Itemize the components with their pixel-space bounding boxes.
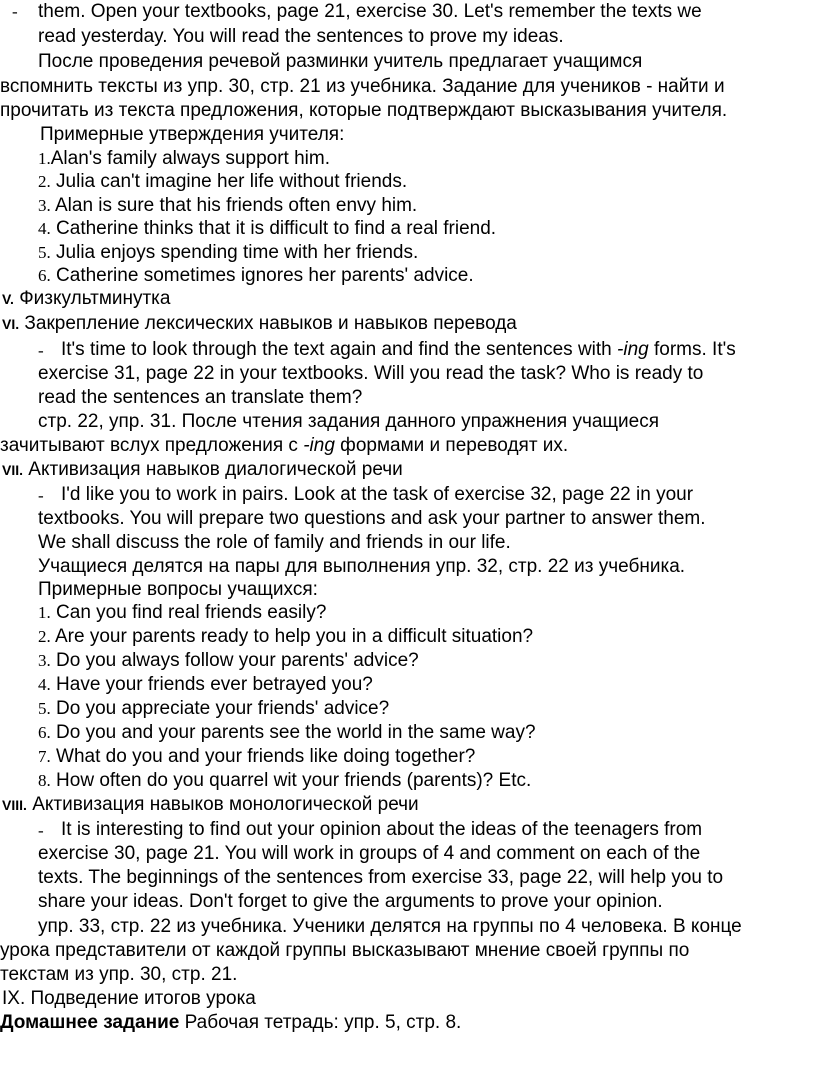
list-item (38, 721, 536, 745)
text-line: It is interesting to find out your opinion about the ideas of the teenagers from (61, 819, 703, 840)
list-number: 4. (38, 675, 51, 694)
list-item (38, 769, 531, 793)
list-number: 6. (38, 723, 51, 742)
text-line: We shall discuss the role of family and friends in our life. (38, 532, 511, 553)
section-number: V. (2, 291, 14, 307)
section-heading (2, 312, 517, 336)
list-number: 3. (38, 196, 51, 215)
ing-term: -ing (617, 339, 649, 360)
paragraph-line: вспомнить тексты из упр. 30, стр. 21 из учебника. Задание для учеников - найти и (0, 76, 725, 97)
list-number: 8. (38, 771, 51, 790)
list-number: 6. (38, 266, 51, 285)
list-number: 1. (38, 603, 51, 622)
list-item (38, 625, 533, 649)
list-text: Do you always follow your parents' advice? (56, 650, 419, 671)
section-title: Закрепление лексических навыков и навыков перевода (24, 313, 517, 334)
list-text: Have your friends ever betrayed you? (56, 674, 373, 695)
list-number: 3. (38, 651, 51, 670)
text-line: them. Open your textbooks, page 21, exercise 30. Let's remember the texts we (38, 1, 702, 22)
list-text: Julia enjoys spending time with her friends. (56, 242, 419, 263)
list-text: Catherine thinks that it is difficult to find a real friend. (56, 218, 497, 239)
list-item (38, 649, 419, 673)
text-line: exercise 31, page 22 in your textbooks. Will you read the task? Who is ready to (38, 363, 704, 384)
paragraph-line: Примерные вопросы учащихся: (38, 579, 318, 600)
section-heading: IX. Подведение итогов урока (2, 988, 256, 1009)
section-title: Физкультминутка (19, 288, 171, 309)
list-text: Are your parents ready to help you in a difficult situation? (54, 626, 534, 647)
list-item (38, 147, 330, 171)
text-line: It's time to look through the text again and find the sentences with -ing forms. It's (61, 339, 736, 360)
list-text: Julia can't imagine her life without friends. (50, 171, 408, 192)
paragraph-line: стр. 22, упр. 31. После чтения задания данного упражнения учащиеся (38, 411, 660, 432)
list-number: 5. (38, 243, 51, 262)
section-heading (2, 793, 419, 817)
list-item (38, 673, 373, 697)
list-text: Alan is sure that his friends often envy him. (50, 195, 418, 216)
text-line: read the sentences an translate them? (38, 387, 363, 408)
section-heading (2, 458, 403, 482)
section-number: VII. (2, 462, 24, 478)
homework-label: Домашнее задание (0, 1012, 180, 1033)
section-title: Активизация навыков диалогической речи (28, 459, 403, 480)
ing-term: -ing (303, 435, 335, 456)
list-item (38, 170, 407, 194)
text-line: share your ideas. Don't forget to give the arguments to prove your opinion. (38, 891, 663, 912)
paragraph-line: урока представители от каждой группы высказывают мнение своей группы по (0, 940, 690, 961)
list-number: 4. (38, 219, 51, 238)
paragraph-line: зачитывают вслух предложения с -ing формами и переводят их. (0, 435, 569, 456)
list-text: Do you appreciate your friends' advice? (56, 698, 390, 719)
list-item (38, 745, 475, 769)
section-heading (2, 287, 170, 311)
list-item (38, 697, 389, 721)
list-item (38, 601, 326, 625)
list-number: 5. (38, 699, 51, 718)
list-text: Alan's family always support him. (50, 148, 330, 169)
list-number: 2. (38, 172, 51, 191)
section-title: Активизация навыков монологической речи (32, 794, 419, 815)
section-number: VIII. (2, 797, 27, 813)
text-line: read yesterday. You will read the sentences to prove my ideas. (38, 26, 564, 47)
text-line: exercise 30, page 21. You will work in groups of 4 and comment on each of the (38, 843, 701, 864)
text-line: I'd like you to work in pairs. Look at the task of exercise 32, page 22 in your (61, 484, 694, 505)
list-text: How often do you quarrel wit your friends (parents)? Etc. (56, 770, 532, 791)
bullet-dash: - (38, 486, 44, 505)
paragraph-line: прочитать из текста предложения, которые подтверждают высказывания учителя. (0, 100, 728, 121)
paragraph-line: Примерные утверждения учителя: (40, 124, 345, 145)
bullet-dash: - (38, 821, 44, 840)
list-text: Catherine sometimes ignores her parents' advice. (56, 265, 474, 286)
paragraph-line: Учащиеся делятся на пары для выполнения упр. 32, стр. 22 из учебника. (38, 556, 686, 577)
list-number: 1. (38, 149, 51, 168)
paragraph-line: После проведения речевой разминки учитель предлагает учащимся (38, 51, 643, 72)
list-number: 2. (38, 627, 51, 646)
bullet-dash: - (12, 2, 18, 21)
list-text: What do you and your friends like doing together? (56, 746, 476, 767)
homework-line (0, 1011, 461, 1035)
bullet-dash: - (38, 341, 44, 360)
text-line: texts. The beginnings of the sentences from exercise 33, page 22, will help you to (38, 867, 724, 888)
list-item (38, 194, 417, 218)
list-item (38, 217, 496, 241)
homework-text: Рабочая тетрадь: упр. 5, стр. 8. (179, 1012, 462, 1033)
paragraph-line: текстам из упр. 30, стр. 21. (0, 964, 238, 985)
list-number: 7. (38, 747, 51, 766)
paragraph-line: упр. 33, стр. 22 из учебника. Ученики делятся на группы по 4 человека. В конце (38, 916, 742, 937)
text-line: textbooks. You will prepare two questions and ask your partner to answer them. (38, 508, 706, 529)
list-item (38, 241, 418, 265)
list-text: Can you find real friends easily? (56, 602, 327, 623)
list-item (38, 264, 474, 288)
section-number: VI. (2, 316, 20, 332)
list-text: Do you and your parents see the world in the same way? (56, 722, 536, 743)
